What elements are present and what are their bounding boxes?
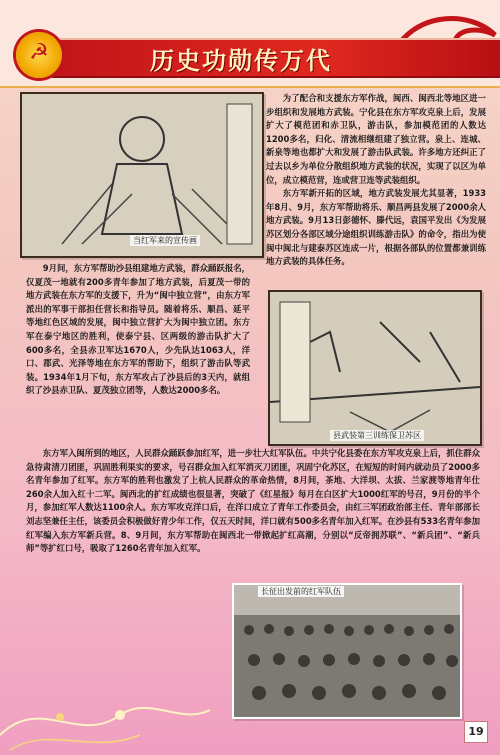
floral-decoration (0, 675, 500, 755)
battle-drawing-image (270, 292, 480, 444)
photo1-caption: 当红军来的宣传画 (130, 235, 200, 246)
page-number: 19 (464, 721, 488, 743)
photo2-caption: 县武装第三训练保卫苏区 (330, 430, 424, 441)
battle-drawing-photo (268, 290, 482, 446)
paragraph: 9月间，东方军帮助沙县组建地方武装，群众踊跃报名，仅夏茂一地就有200多青年参加了地方武装，后夏茂一带的地方武装在东方军的支援下，升为“闽中独立营”，由东方军派出的军事干部担任营长和指导员。随着将乐、顺昌、延平等地红色区域的发展，闽中独立营扩大为闽中独立团。东方军在泰宁地区的胜利，使泰宁县、区两级的游击队扩大了600多名，全县赤卫军达1670人，少先队达1063人，洋口、郡武、光泽等地在东方军的帮助下，组织了游击队等武装。1934年1月下旬，东方军攻占了沙县后的3天内，就组织了沙县赤卫队、夏茂独立团等，人数达2000多名。 (26, 263, 250, 396)
hammer-sickle-icon: ☭ (16, 32, 62, 78)
page-title: 历史功勋传万代 (150, 47, 332, 75)
left-column-text (26, 262, 250, 398)
photo3-caption: 长征出发前的红军队伍 (258, 586, 344, 597)
header-divider (0, 86, 500, 88)
right-column-text-top (266, 92, 486, 269)
propaganda-drawing-photo (20, 92, 264, 258)
paragraph: 为了配合和支援东方军作战，闽西、闽西北等地区进一步组织和发展地方武装。宁化县在东方军攻克泉上后，发展扩大了模范团和赤卫队，游击队，参加模范团的人数达1200多名，归化、清流相继组建了独立营。泉上、连城、新泉等地也都扩大和发展了游击队武装。许多地方还纠正了过去以乡为单位分散组织地方武装的状况，实现了以区为单位，成立模范营，连或营卫连等武装组织。 (266, 93, 486, 185)
propaganda-drawing-image (22, 94, 262, 256)
paragraph: 东方军入闽所到的地区，人民群众踊跃参加红军，进一步壮大红军队伍。中共宁化县委在东方军攻克泉上后，抓住群众急待肃清刀团匪，巩固胜利果实的要求，号召群众加入红军消灭刀团匪，巩固宁化苏区，在短短的时间内就动员了2000多名青年参加了红军。东方军的胜利也激发了上杭人民群众的革命热情，8月间，茶地、大洋坝、太拔、兰家渡等地青年仕260余人加入红十二军。闽西北的扩红成绩也很显著，突破了《红星报》每月在白区扩大1000红军的号召，9月份的半个月，参加红军人数达1100余人。东方军攻克洋口后，在洋口成立了青年工作委员会，由红三军团政治部主任、青年部部长刘志坚兼任主任，该委员会积极做好青少年工作，仅五天时间，洋口就有500多名青年加入红军。在沙县有533名青年参加红军编入东方军新兵营。8、9月间，东方军帮助在闽西北一带掀起扩红高潮，分别以“反帝拥苏联”、“新兵团”、“新兵师”等扩红口号，吸取了1260名青年加入红军。 (26, 448, 480, 554)
full-width-text (26, 447, 480, 556)
paragraph: 东方军新开拓的区域，地方武装发展尤其显著，1933年8月、9月，东方军帮助将乐、顺昌两县发展了2000余人地方武装。9月13日彭德怀、滕代远，袁国平发出《为发展苏区划分各部区域分途组织训练游击队》的命令，指出为使闽中闽北与建泰苏区连成一片，根据各部队的位置都兼训练地方武装的具体任务。 (266, 188, 486, 267)
